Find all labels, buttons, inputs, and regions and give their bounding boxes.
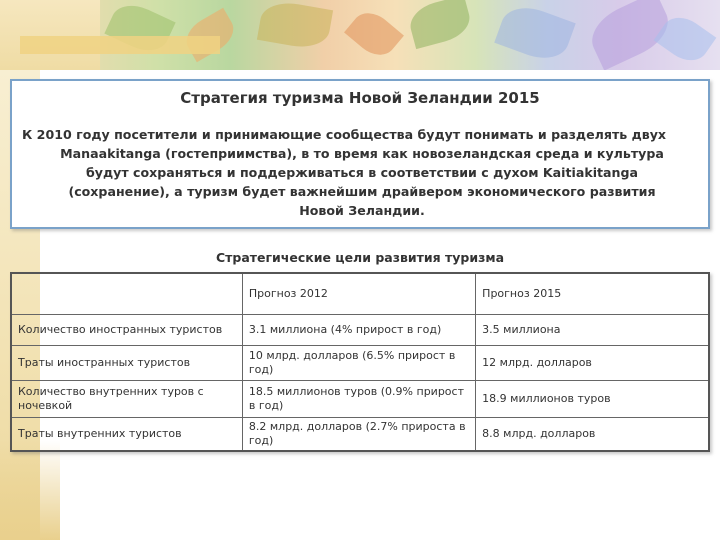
- header-cell: [11, 273, 242, 315]
- strategy-line: Новой Зеландии.: [299, 203, 425, 218]
- table-cell: 10 млрд. долларов (6.5% прирост в год): [242, 346, 475, 381]
- table-cell: Траты внутренних туристов: [11, 418, 242, 452]
- table-cell: Траты иностранных туристов: [11, 346, 242, 381]
- table-cell: 3.1 миллиона (4% прирост в год): [242, 315, 475, 346]
- header-banner: [0, 0, 720, 70]
- leaf-decoration: [406, 0, 474, 49]
- leaf-decoration: [180, 8, 240, 62]
- goals-title: Стратегические цели развития туризма: [215, 250, 505, 265]
- table-cell: 18.5 миллионов туров (0.9% прирост в год): [242, 381, 475, 418]
- table-cell: Количество внутренних туров с ночевкой: [11, 381, 242, 418]
- header-cell: Прогноз 2015: [476, 273, 709, 315]
- table-cell: 3.5 миллиона: [476, 315, 709, 346]
- strategy-box: [10, 79, 710, 229]
- table-cell: 18.9 миллионов туров: [476, 381, 709, 418]
- table-cell: 8.2 млрд. долларов (2.7% прироста в год): [242, 418, 475, 452]
- goals-table: [10, 272, 710, 452]
- strategy-line: К 2010 году посетители и принимающие сообщества будут понимать и разделять двух: [22, 127, 667, 142]
- table-row: [11, 418, 709, 452]
- header-cell: Прогноз 2012: [242, 273, 475, 315]
- sidebar-accent: [0, 440, 60, 540]
- banner-bar: [20, 36, 220, 54]
- leaf-decoration: [257, 0, 333, 52]
- table-row: [11, 381, 709, 418]
- table-row: [11, 346, 709, 381]
- strategy-text: [22, 125, 702, 220]
- strategy-line: (сохранение), а туризм будет важнейшим драйвером экономического развития: [68, 184, 656, 199]
- strategy-title: Стратегия туризма Новой Зеландии 2015: [180, 89, 540, 107]
- table-cell: 12 млрд. долларов: [476, 346, 709, 381]
- strategy-line: будут сохраняться и поддерживаться в соответствии с духом Kaitiakitanga: [85, 165, 639, 180]
- leaf-decoration: [344, 5, 404, 63]
- table-header-row: [11, 273, 709, 315]
- table-row: [11, 315, 709, 346]
- table-cell: 8.8 млрд. долларов: [476, 418, 709, 452]
- table-cell: Количество иностранных туристов: [11, 315, 242, 346]
- banner-strip: [0, 0, 100, 70]
- strategy-line: Manaakitanga (гостеприимства), в то время как новозеландская среда и культура: [60, 146, 664, 161]
- flower-decoration: [494, 0, 576, 67]
